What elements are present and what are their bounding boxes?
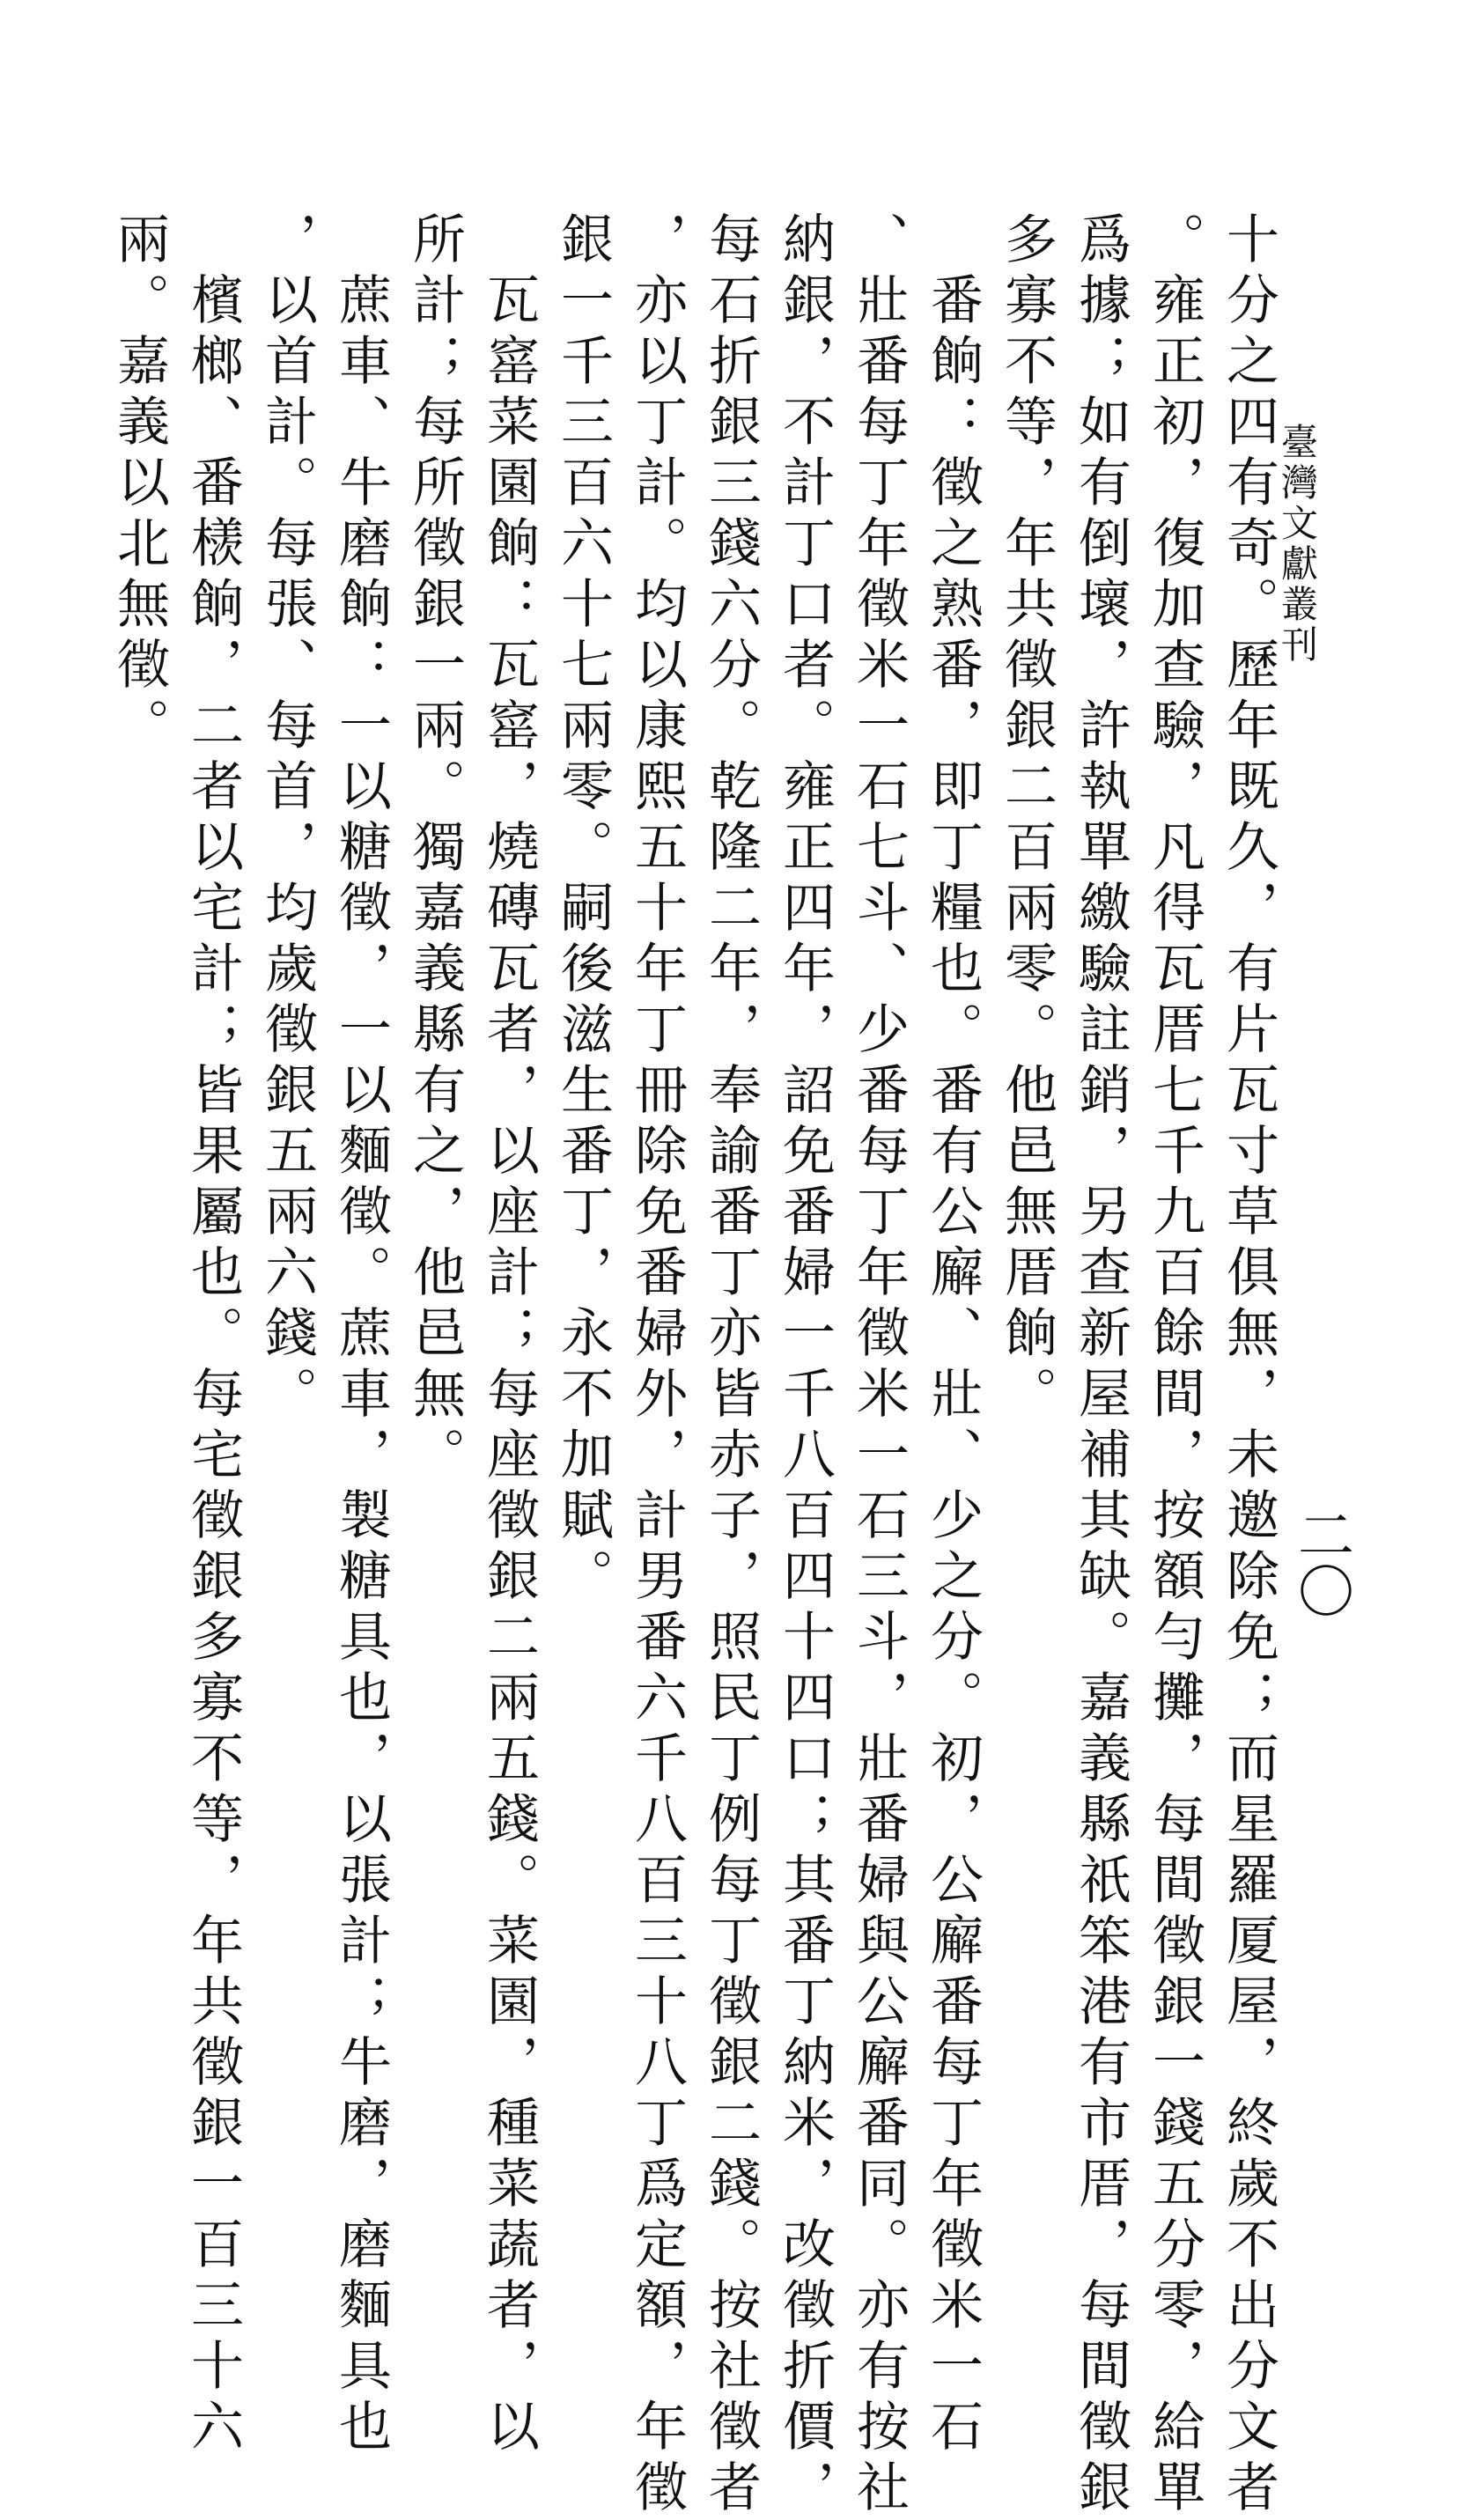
text-column: ，以首計。每張、每首，均歲徵銀五兩六錢。	[256, 211, 318, 1426]
text-column: 、壯番每丁年徵米一石七斗、少番每丁年徵米一石三斗，壯番婦與公廨番同。亦有按社	[848, 211, 910, 2520]
text-column: 十分之四有奇。歷年既久，有片瓦寸草俱無，未邀除免；而星羅厦屋，終歲不出分文者	[1218, 211, 1279, 2520]
text-column: 番餉：徵之熟番，即丁糧也。番有公廨、壯、少之分。初，公廨番每丁年徵米一石	[922, 211, 984, 2459]
text-column: 多寡不等，年共徵銀二百兩零。他邑無厝餉。	[996, 211, 1058, 1426]
text-column: 蔗車、牛磨餉：一以糖徵，一以麵徵。蔗車，製糖具也，以張計；牛磨，磨麵具也	[330, 211, 392, 2459]
page-number: 二〇	[1288, 1506, 1353, 1618]
text-column: 兩。嘉義以北無徵。	[108, 211, 170, 758]
text-column: 所計；每所徵銀一兩。獨嘉義縣有之，他邑無。	[404, 211, 466, 1487]
text-column: 。雍正初，復加查驗，凡得瓦厝七千九百餘間，按額勻攤，每間徵銀一錢五分零，給單	[1144, 211, 1205, 2520]
text-column: 納銀，不計丁口者。雍正四年，詔免番婦一千八百四十四口；其番丁納米，改徵折價，	[774, 211, 836, 2520]
text-column: ，亦以丁計。均以康熙五十年丁冊除免番婦外，計男番六千八百三十八丁爲定額，年徵	[626, 211, 688, 2520]
running-title: 臺灣文獻叢刊	[1276, 423, 1319, 666]
text-column: 爲據；如有倒壞，許執單繳驗註銷，另查新屋補其缺。嘉義縣祇笨港有市厝，每間徵銀	[1070, 211, 1131, 2520]
page-body	[108, 211, 1286, 2520]
text-column: 銀一千三百六十七兩零。嗣後滋生番丁，永不加賦。	[552, 211, 614, 1609]
text-column: 檳榔、番檨餉，二者以宅計；皆果屬也。每宅徵銀多寡不等，年共徵銀一百三十六	[182, 211, 244, 2459]
text-column: 瓦窰菜園餉：瓦窰，燒磚瓦者，以座計；每座徵銀二兩五錢。菜園，種菜蔬者，以	[478, 211, 540, 2459]
text-column: 每石折銀三錢六分。乾隆二年，奉諭番丁亦皆赤子，照民丁例每丁徵銀二錢。按社徵者	[700, 211, 762, 2520]
